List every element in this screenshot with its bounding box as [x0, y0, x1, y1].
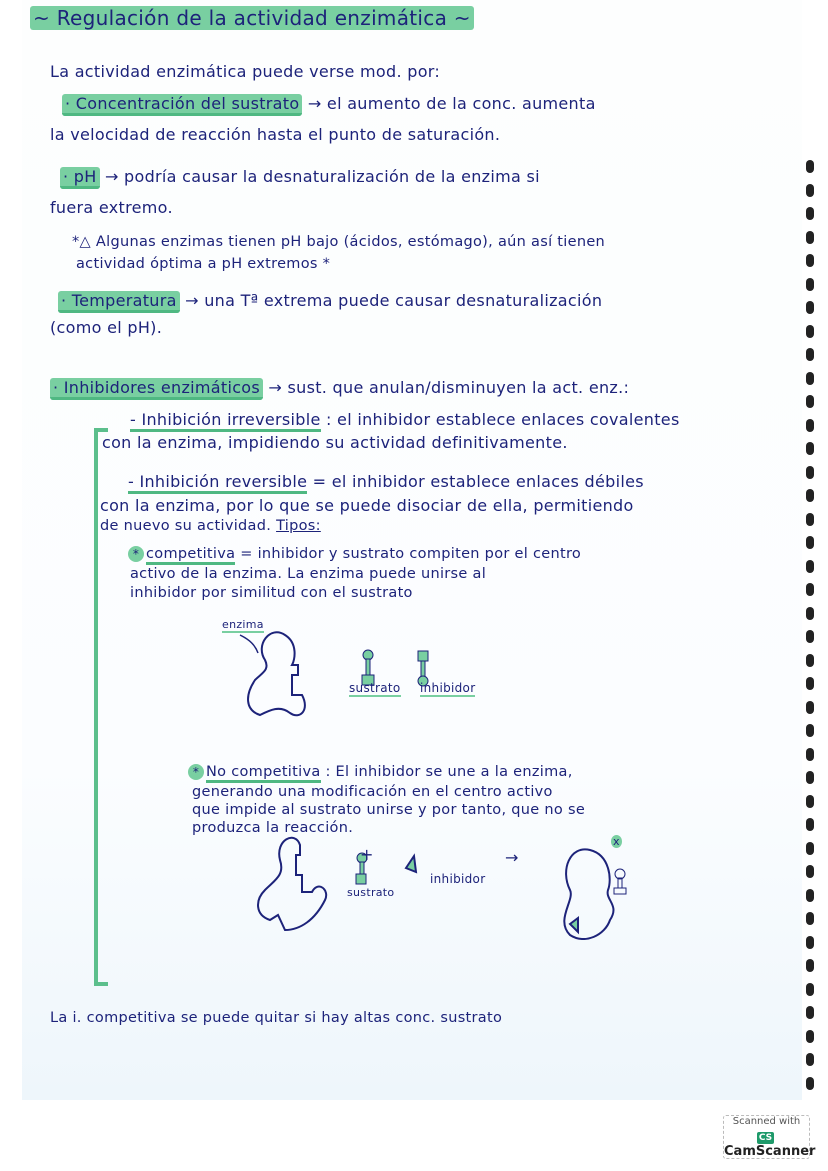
factor-substrate-cont: la velocidad de reacción hasta el punto de saturación. — [50, 125, 501, 144]
noncompetitive-cont2: que impide al sustrato unirse y por tanto, que no se — [192, 802, 586, 818]
spiral-hole — [806, 160, 814, 173]
spiral-hole — [806, 560, 814, 573]
spiral-hole — [806, 372, 814, 385]
spiral-hole — [806, 654, 814, 667]
ph-note-line2: actividad óptima a pH extremos * — [76, 256, 331, 272]
factor-ph: · pH → podría causar la desnaturalización de la enzima si — [60, 167, 540, 186]
spiral-hole — [806, 748, 814, 761]
spiral-hole — [806, 842, 814, 855]
spiral-hole — [806, 818, 814, 831]
reversible-inhibition: - Inhibición reversible = el inhibidor establece enlaces débiles — [128, 472, 644, 491]
spiral-hole — [806, 536, 814, 549]
noncompetitive-cont: generando una modificación en el centro activo — [192, 784, 553, 800]
spiral-hole — [806, 348, 814, 361]
blocked-mark: x — [613, 835, 620, 848]
factor-temperature: · Temperatura → una Tª extrema puede causar desnaturalización — [58, 291, 602, 310]
spiral-hole — [806, 207, 814, 220]
spiral-hole — [806, 231, 814, 244]
spiral-hole — [806, 912, 814, 925]
irreversible-inhibition: - Inhibición irreversible : el inhibidor establece enlaces covalentes — [130, 410, 680, 429]
intro-text: La actividad enzimática puede verse mod. por: — [50, 62, 441, 81]
spiral-hole — [806, 630, 814, 643]
inhibitors-heading: · Inhibidores enzimáticos → sust. que anulan/disminuyen la act. enz.: — [50, 378, 629, 397]
spiral-binding — [806, 160, 818, 1100]
blocked-substrate — [614, 869, 626, 894]
spiral-hole — [806, 1006, 814, 1019]
spiral-hole — [806, 771, 814, 784]
factor-substrate: · Concentración del sustrato → el aumento de la conc. aumenta — [62, 94, 596, 113]
enzyme-arrow — [240, 635, 258, 653]
star-icon: * — [128, 546, 144, 562]
camscanner-badge — [723, 1115, 816, 1159]
spiral-hole — [806, 865, 814, 878]
spiral-hole — [806, 1077, 814, 1090]
label-enzima: enzima — [222, 618, 264, 631]
page-title: ~ Regulación de la actividad enzimática ~ — [30, 6, 474, 30]
plus-sign: + — [360, 845, 374, 864]
spiral-hole — [806, 442, 814, 455]
footer-note: La i. competitiva se puede quitar si hay altas conc. sustrato — [50, 1010, 503, 1026]
label-sustrato: sustrato — [349, 681, 401, 695]
enzyme-shape — [258, 838, 326, 930]
irreversible-cont: con la enzima, impidiendo su actividad definitivamente. — [102, 433, 568, 452]
spiral-hole — [806, 513, 814, 526]
spiral-hole — [806, 466, 814, 479]
badge-caption: Scanned with — [732, 1116, 801, 1127]
spiral-hole — [806, 724, 814, 737]
noncompetitive-cont3: produzca la reacción. — [192, 820, 354, 836]
spiral-hole — [806, 1053, 814, 1066]
spiral-hole — [806, 889, 814, 902]
camscanner-logo-icon: CS — [758, 1133, 773, 1143]
factor-ph-cont: fuera extremo. — [50, 198, 173, 217]
spiral-hole — [806, 607, 814, 620]
spiral-hole — [806, 489, 814, 502]
bound-inhibitor — [570, 918, 578, 932]
factor-temperature-cont: (como el pH). — [50, 318, 163, 337]
spiral-hole — [806, 936, 814, 949]
spiral-hole — [806, 959, 814, 972]
spiral-hole — [806, 395, 814, 408]
reversible-cont: con la enzima, por lo que se puede disociar de ella, permitiendo — [100, 496, 634, 515]
spiral-hole — [806, 795, 814, 808]
ph-note-line1: *△ Algunas enzimas tienen pH bajo (ácidos, estómago), aún así tienen — [72, 234, 606, 250]
star-icon: * — [188, 764, 204, 780]
competitive-cont: activo de la enzima. La enzima puede unirse al — [130, 566, 487, 582]
spiral-hole — [806, 301, 814, 314]
spiral-hole — [806, 701, 814, 714]
reaction-arrow: → — [505, 848, 519, 867]
spiral-hole — [806, 583, 814, 596]
reversible-cont2: de nuevo su actividad. Tipos: — [100, 518, 321, 534]
competitive-diagram — [220, 615, 520, 725]
spiral-hole — [806, 419, 814, 432]
spiral-hole — [806, 983, 814, 996]
competitive-inhibition: * competitiva = inhibidor y sustrato compiten por el centro — [128, 546, 581, 562]
spiral-hole — [806, 1030, 814, 1043]
spiral-hole — [806, 677, 814, 690]
enzyme-shape — [248, 632, 305, 715]
competitive-cont2: inhibidor por similitud con el sustrato — [130, 585, 413, 601]
spiral-hole — [806, 325, 814, 338]
spiral-hole — [806, 278, 814, 291]
badge-brand: CSCamScanner — [724, 1133, 816, 1159]
substrate-shape — [362, 650, 374, 685]
label-inhibidor: inhibidor — [420, 681, 476, 695]
spiral-hole — [806, 184, 814, 197]
noncompetitive-inhibition: * No competitiva : El inhibidor se une a la enzima, — [188, 764, 573, 780]
label-inhibidor-2: inhibidor — [430, 872, 486, 886]
label-sustrato-2: sustrato — [347, 886, 395, 899]
spiral-hole — [806, 254, 814, 267]
inhibitor-triangle — [406, 856, 416, 872]
